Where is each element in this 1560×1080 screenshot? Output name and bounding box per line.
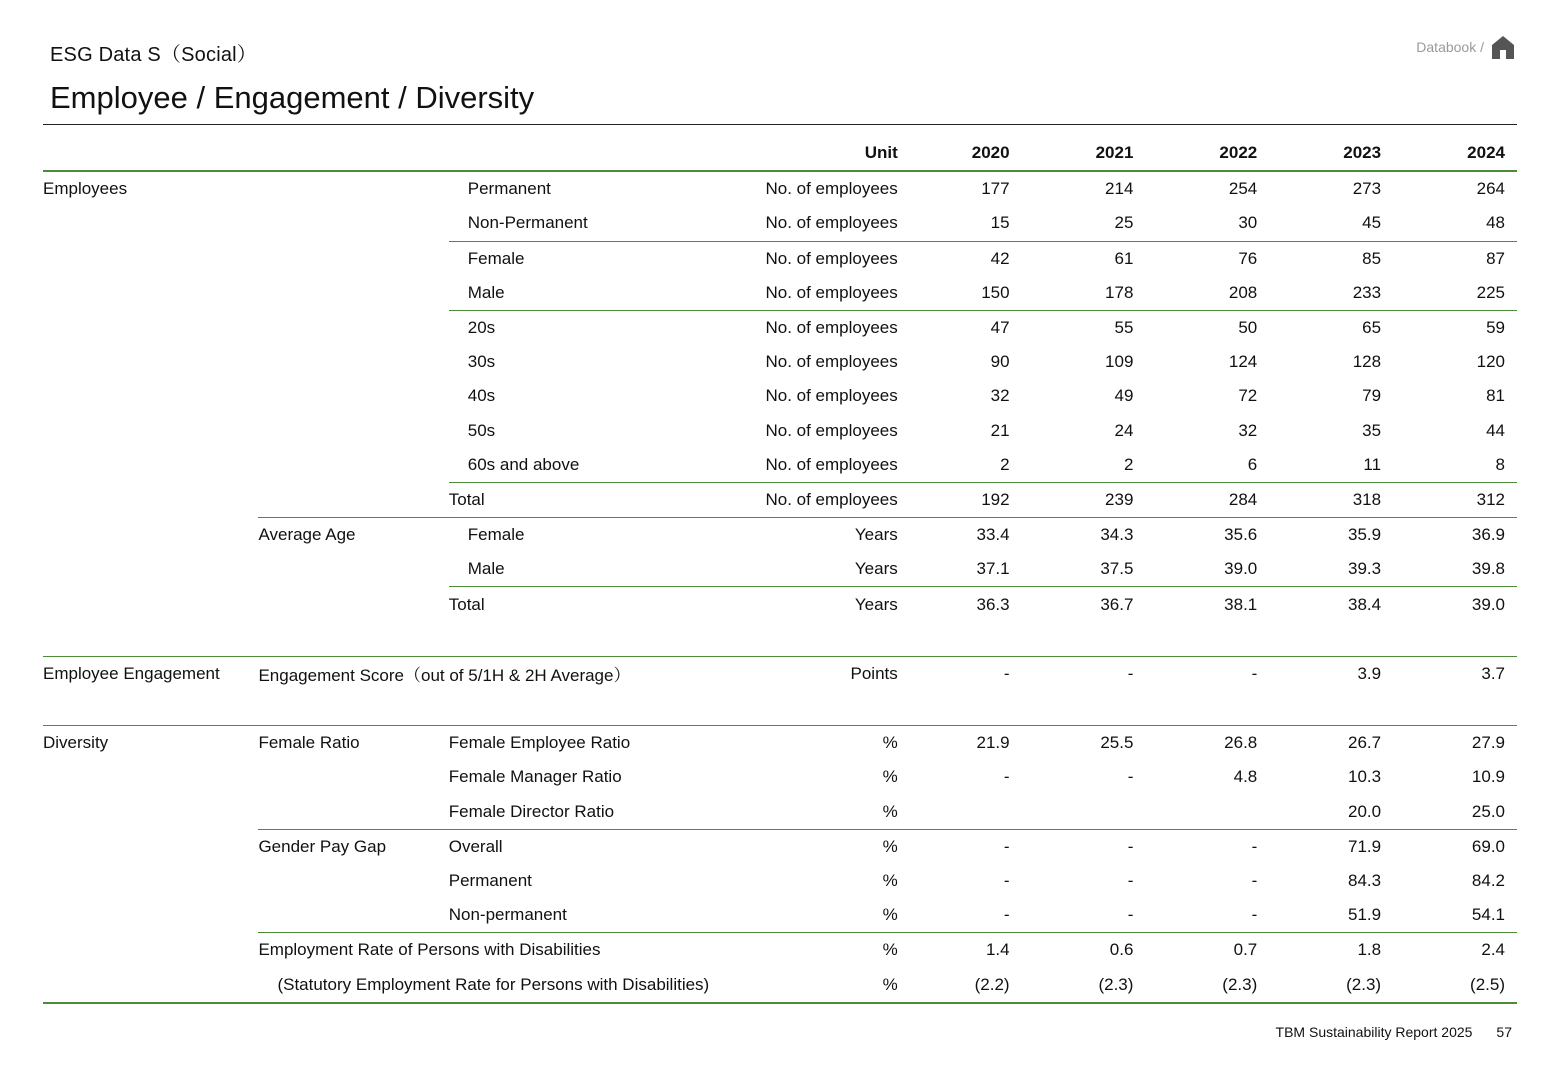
- row-unit: No. of employees: [765, 282, 898, 302]
- cell-value: 239: [1022, 482, 1146, 517]
- table-row: [43, 829, 1517, 864]
- table-header-row: [43, 136, 1517, 171]
- cell-value: 79: [1362, 386, 1382, 406]
- table-row: [43, 760, 1517, 794]
- cell-value: 284: [1145, 482, 1269, 517]
- row-label: Overall: [449, 829, 733, 864]
- row-unit: No. of employees: [765, 420, 898, 440]
- cell-value: 2.4: [1393, 933, 1517, 968]
- cell-value: 50: [1145, 310, 1269, 345]
- breadcrumb-databook-link[interactable]: Databook /: [1416, 39, 1484, 55]
- cell-value: 39.8: [1471, 559, 1505, 579]
- cell-value: 4.8: [1233, 767, 1258, 787]
- cell-value: 0.7: [1145, 933, 1269, 968]
- row-label: Female: [449, 518, 733, 553]
- cell-value: 33.4: [898, 518, 1022, 553]
- year-header: 2023: [1269, 136, 1393, 171]
- cell-value: 2: [1000, 454, 1010, 474]
- cell-value: (2.3): [1145, 968, 1269, 1003]
- cell-value: 81: [1486, 386, 1505, 406]
- cell-value: 21.9: [898, 726, 1022, 761]
- row-unit: %: [733, 933, 898, 968]
- cell-value: 51.9: [1347, 905, 1382, 925]
- cell-value: 109: [1105, 352, 1134, 372]
- row-unit: Points: [733, 656, 898, 691]
- cell-value: 35: [1362, 420, 1382, 440]
- table-row: [43, 310, 1517, 345]
- cell-value: 26.8: [1145, 726, 1269, 761]
- year-header: 2020: [898, 136, 1022, 171]
- group-label: Female Ratio: [258, 726, 448, 761]
- breadcrumb: [1416, 34, 1516, 60]
- row-unit: No. of employees: [765, 179, 898, 199]
- row-unit: No. of employees: [733, 482, 898, 517]
- row-label: Female: [449, 241, 733, 276]
- table-row: [43, 482, 1517, 517]
- row-label: (Statutory Employment Rate for Persons with Disabilities): [258, 968, 732, 1003]
- row-unit: No. of employees: [765, 386, 898, 406]
- cell-value: (2.3): [1269, 968, 1393, 1003]
- page-footer: [1276, 1024, 1512, 1040]
- cell-value: 24: [1114, 420, 1134, 440]
- cell-value: 192: [898, 482, 1022, 517]
- year-header: 2021: [1022, 136, 1146, 171]
- row-unit: No. of employees: [765, 213, 898, 233]
- cell-value: 84.3: [1347, 871, 1382, 891]
- cell-value: -: [1127, 905, 1134, 925]
- spacer-row: [43, 691, 1517, 726]
- cell-value: 2: [1123, 454, 1134, 474]
- cell-value: (2.2): [898, 968, 1022, 1003]
- row-label: Employment Rate of Persons with Disabilities: [258, 933, 732, 968]
- cell-value: (2.5): [1393, 968, 1517, 1003]
- cell-value: -: [1022, 656, 1146, 691]
- cell-value: -: [898, 656, 1022, 691]
- cell-value: 120: [1476, 352, 1505, 372]
- row-unit: No. of employees: [765, 454, 898, 474]
- cell-value: 128: [1352, 352, 1382, 372]
- cell-value: -: [1251, 905, 1258, 925]
- row-unit: Years: [733, 518, 898, 553]
- table-row: [43, 726, 1517, 761]
- row-label: Engagement Score（out of 5/1H & 2H Average）: [258, 656, 732, 691]
- cell-value: -: [1003, 905, 1010, 925]
- cell-value: 3.9: [1269, 656, 1393, 691]
- table-row: [43, 898, 1517, 933]
- cell-value: 10.9: [1471, 767, 1505, 787]
- cell-value: 32: [1238, 420, 1258, 440]
- cell-value: 47: [898, 310, 1022, 345]
- cell-value: 30: [1238, 213, 1258, 233]
- page-number: 57: [1496, 1024, 1512, 1040]
- cell-value: 39.3: [1347, 559, 1382, 579]
- cell-value: 39.0: [1224, 559, 1258, 579]
- cell-value: 49: [1114, 386, 1134, 406]
- cell-value: 26.7: [1269, 726, 1393, 761]
- row-label: Total: [449, 482, 733, 517]
- cell-value: 264: [1476, 179, 1505, 199]
- cell-value: -: [1003, 767, 1010, 787]
- cell-value: -: [1145, 829, 1269, 864]
- category-label: Employees: [43, 179, 128, 199]
- cell-value: -: [1022, 829, 1146, 864]
- cell-value: 25.0: [1471, 801, 1505, 821]
- cell-value: 71.9: [1269, 829, 1393, 864]
- row-unit: %: [882, 801, 898, 821]
- cell-value: 225: [1476, 282, 1505, 302]
- cell-value: 72: [1238, 386, 1258, 406]
- row-unit: %: [733, 726, 898, 761]
- cell-value: 90: [990, 352, 1010, 372]
- cell-value: 178: [1105, 282, 1134, 302]
- page-title: Employee / Engagement / Diversity: [50, 80, 535, 115]
- table-row: [43, 379, 1517, 413]
- row-unit: %: [882, 905, 898, 925]
- unit-header: Unit: [733, 136, 898, 171]
- cell-value: 35.6: [1145, 518, 1269, 553]
- cell-value: 48: [1486, 213, 1505, 233]
- table-row: [43, 518, 1517, 553]
- cell-value: -: [1251, 871, 1258, 891]
- cell-value: 36.3: [898, 587, 1022, 622]
- cell-value: 11: [1363, 454, 1382, 474]
- cell-value: 233: [1352, 282, 1382, 302]
- cell-value: 214: [1105, 179, 1134, 199]
- cell-value: 21: [990, 420, 1010, 440]
- cell-value: [1145, 795, 1269, 830]
- row-unit: %: [733, 829, 898, 864]
- cell-value: 1.4: [898, 933, 1022, 968]
- cell-value: 124: [1228, 352, 1258, 372]
- table-row: [43, 414, 1517, 448]
- row-unit: No. of employees: [733, 241, 898, 276]
- row-label: Permanent: [467, 179, 551, 199]
- row-label: 40s: [467, 386, 496, 406]
- cell-value: 36.9: [1393, 518, 1517, 553]
- table-row: [43, 206, 1517, 241]
- table-row: [43, 276, 1517, 311]
- row-label: Non-permanent: [448, 905, 567, 925]
- cell-value: 39.0: [1393, 587, 1517, 622]
- cell-value: 84.2: [1471, 871, 1505, 891]
- row-unit: %: [882, 767, 898, 787]
- table-row: [43, 933, 1517, 968]
- section-eyebrow: ESG Data S（Social）: [50, 44, 258, 66]
- row-unit: %: [733, 968, 898, 1003]
- home-icon[interactable]: [1490, 34, 1516, 60]
- cell-value: -: [898, 829, 1022, 864]
- cell-value: 150: [981, 282, 1010, 302]
- row-label: 20s: [449, 310, 733, 345]
- cell-value: (2.3): [1022, 968, 1146, 1003]
- cell-value: 1.8: [1269, 933, 1393, 968]
- cell-value: 37.1: [976, 559, 1010, 579]
- cell-value: 6: [1247, 454, 1258, 474]
- table-row: [43, 656, 1517, 691]
- table-row: [43, 345, 1517, 379]
- cell-value: -: [1003, 871, 1010, 891]
- cell-value: 38.4: [1269, 587, 1393, 622]
- cell-value: 27.9: [1393, 726, 1517, 761]
- cell-value: 87: [1393, 241, 1517, 276]
- cell-value: 20.0: [1347, 801, 1382, 821]
- cell-value: 55: [1022, 310, 1146, 345]
- row-label: Male: [467, 559, 505, 579]
- esg-data-table: [43, 136, 1517, 1004]
- year-header: 2022: [1145, 136, 1269, 171]
- cell-value: 318: [1269, 482, 1393, 517]
- cell-value: 42: [898, 241, 1022, 276]
- cell-value: 85: [1269, 241, 1393, 276]
- cell-value: 10.3: [1347, 767, 1382, 787]
- cell-value: 34.3: [1022, 518, 1146, 553]
- cell-value: 177: [981, 179, 1010, 199]
- group-label: Average Age: [258, 518, 448, 553]
- cell-value: 8: [1495, 454, 1505, 474]
- cell-value: 25.5: [1022, 726, 1146, 761]
- group-label: Gender Pay Gap: [258, 829, 448, 864]
- row-label: 60s and above: [467, 454, 580, 474]
- cell-value: [1022, 795, 1146, 830]
- cell-value: 61: [1022, 241, 1146, 276]
- table-row: [43, 241, 1517, 276]
- row-label: Female Employee Ratio: [449, 726, 733, 761]
- row-label: Female Director Ratio: [448, 801, 615, 821]
- table-row: [43, 968, 1517, 1003]
- cell-value: 36.7: [1022, 587, 1146, 622]
- row-label: Total: [449, 587, 733, 622]
- cell-value: 35.9: [1269, 518, 1393, 553]
- table-row: [43, 587, 1517, 622]
- cell-value: 208: [1228, 282, 1258, 302]
- cell-value: 312: [1393, 482, 1517, 517]
- cell-value: 44: [1486, 420, 1505, 440]
- table-row: [43, 171, 1517, 206]
- cell-value: 54.1: [1471, 905, 1505, 925]
- cell-value: 76: [1145, 241, 1269, 276]
- row-unit: Years: [733, 587, 898, 622]
- row-label: Non-Permanent: [467, 213, 588, 233]
- row-label: Male: [467, 282, 505, 302]
- row-label: 30s: [467, 352, 496, 372]
- table-row: [43, 552, 1517, 587]
- cell-value: 37.5: [1100, 559, 1134, 579]
- cell-value: 59: [1393, 310, 1517, 345]
- cell-value: 32: [990, 386, 1010, 406]
- cell-value: 45: [1362, 213, 1382, 233]
- row-unit: No. of employees: [765, 352, 898, 372]
- cell-value: 38.1: [1145, 587, 1269, 622]
- cell-value: [898, 795, 1022, 830]
- row-label: Female Manager Ratio: [448, 767, 622, 787]
- row-unit: %: [882, 871, 898, 891]
- cell-value: 15: [990, 213, 1010, 233]
- category-label: Diversity: [43, 726, 258, 761]
- report-name: TBM Sustainability Report 2025: [1275, 1024, 1473, 1040]
- cell-value: -: [1127, 871, 1134, 891]
- row-unit: Years: [854, 559, 898, 579]
- table-row: [43, 795, 1517, 830]
- table-row: [43, 864, 1517, 898]
- spacer-row: [43, 622, 1517, 657]
- cell-value: 254: [1228, 179, 1258, 199]
- table-row: [43, 448, 1517, 483]
- cell-value: 0.6: [1022, 933, 1146, 968]
- cell-value: 273: [1352, 179, 1382, 199]
- title-divider: [43, 124, 1517, 125]
- category-label: Employee Engagement: [43, 656, 258, 691]
- cell-value: -: [1145, 656, 1269, 691]
- year-header: 2024: [1393, 136, 1517, 171]
- cell-value: 65: [1269, 310, 1393, 345]
- cell-value: 69.0: [1393, 829, 1517, 864]
- cell-value: 3.7: [1393, 656, 1517, 691]
- cell-value: 25: [1114, 213, 1134, 233]
- row-unit: No. of employees: [733, 310, 898, 345]
- row-label: Permanent: [448, 871, 532, 891]
- row-label: 50s: [467, 420, 496, 440]
- cell-value: -: [1127, 767, 1134, 787]
